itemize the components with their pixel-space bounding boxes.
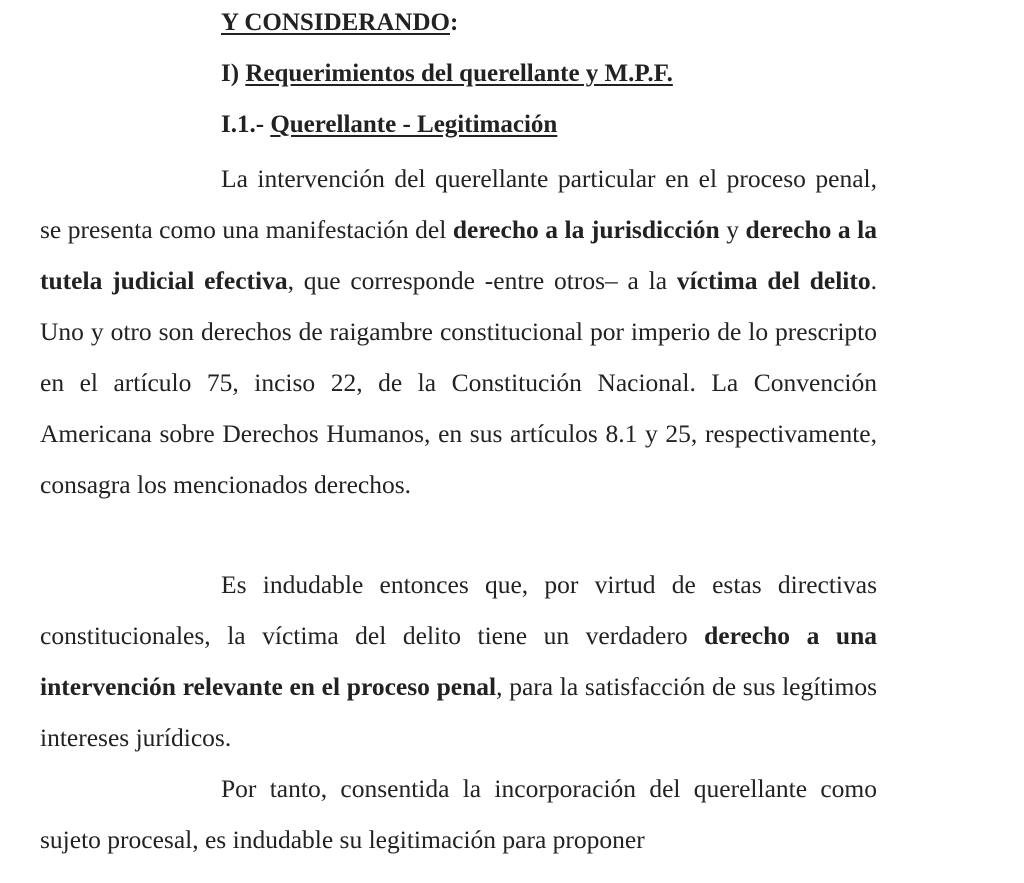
paragraph-1-bold: derecho a la jurisdicción bbox=[452, 215, 720, 244]
paragraph-1-text: La intervención del querellante particular en el proceso penal, se presenta como una manifestación del bbox=[40, 164, 877, 244]
heading-considerando-colon: : bbox=[449, 9, 459, 36]
heading-section-1-1-title: Querellante - Legitimación bbox=[270, 111, 558, 138]
heading-considerando bbox=[221, 8, 458, 38]
paragraph-2-text: Es indudable entonces que, por virtud de estas directivas constitucionales, la víctima del delito tiene un verdadero bbox=[40, 570, 877, 650]
paragraph-1-text: . Uno y otro son derechos de raigambre constitucional por imperio de lo prescripto en el artículo 75, inciso 22, de la Constitución Nacional. La Convención Americana sobre Derechos Humanos, en sus artículos 8.1 y 25, respectivamente, consagra los mencionados derechos. bbox=[40, 266, 877, 499]
heading-section-1-title: Requerimientos del querellante y M.P.F. bbox=[245, 60, 673, 87]
paragraph-3 bbox=[40, 763, 877, 865]
heading-considerando-text: Y CONSIDERANDO bbox=[221, 9, 450, 36]
heading-section-1 bbox=[221, 59, 673, 89]
heading-section-1-prefix: I) bbox=[221, 60, 246, 87]
paragraph-2-text: , para la satisfacción de sus legítimos intereses jurídicos. bbox=[40, 672, 877, 752]
heading-section-1-1-prefix: I.1.- bbox=[221, 111, 271, 138]
paragraph-1 bbox=[40, 153, 877, 510]
paragraph-1-bold: víctima del delito bbox=[676, 266, 871, 295]
paragraph-2-bold: derecho a una intervención relevante en el proceso penal bbox=[40, 621, 878, 701]
heading-section-1-1 bbox=[221, 110, 557, 140]
paragraph-2 bbox=[40, 559, 877, 763]
paragraph-1-text: y bbox=[719, 215, 746, 244]
paragraph-1-bold: derecho a la tutela judicial efectiva bbox=[40, 215, 878, 295]
paragraph-3-text: Por tanto, consentida la incorporación del querellante como sujeto procesal, es indudable su legitimación para proponer bbox=[40, 774, 877, 854]
paragraph-1-text: , que corresponde -entre otros– a la bbox=[287, 266, 677, 295]
